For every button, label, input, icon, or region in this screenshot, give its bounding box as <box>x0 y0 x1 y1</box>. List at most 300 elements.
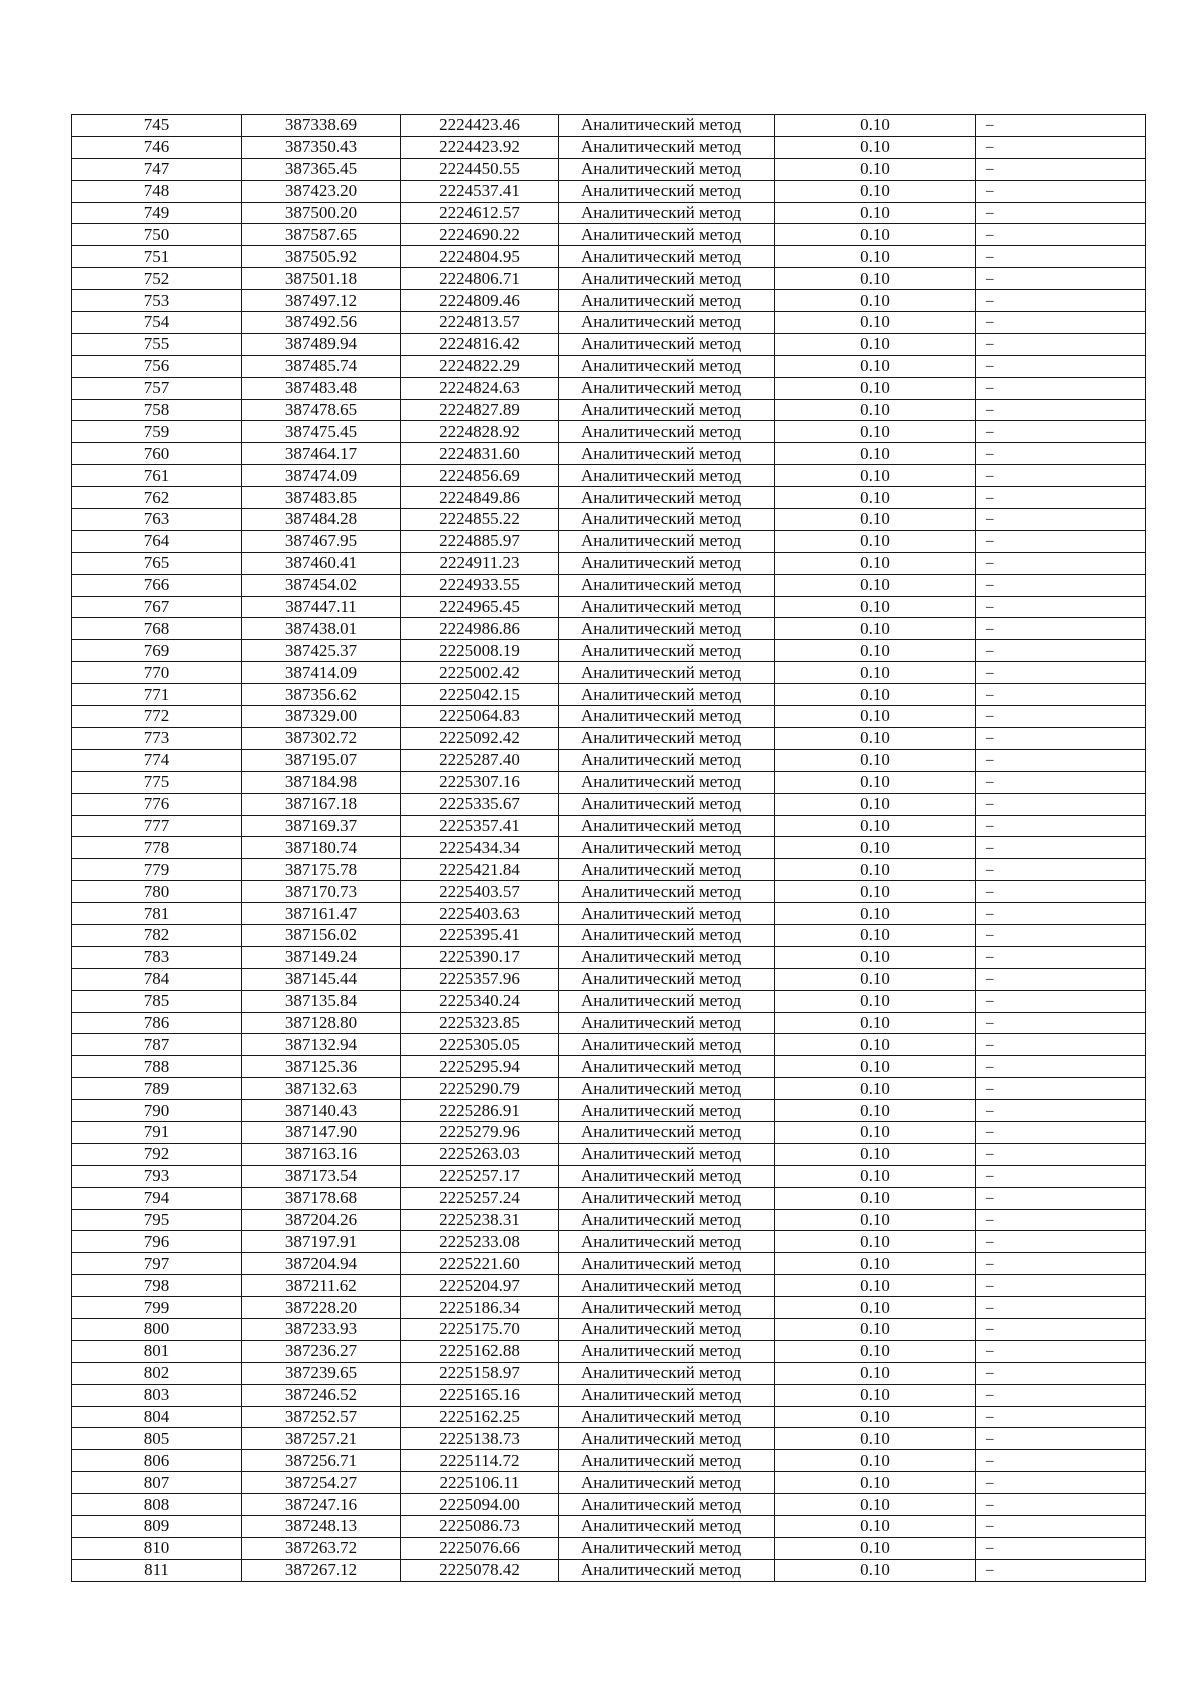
table-row <box>72 1297 1146 1319</box>
description-cell: – <box>976 1012 1146 1034</box>
x-coordinate-cell: 387447.11 <box>242 596 401 618</box>
y-coordinate-cell: 2225233.08 <box>401 1231 559 1253</box>
y-coordinate-cell: 2224933.55 <box>401 574 559 596</box>
point-number-cell: 775 <box>72 771 242 793</box>
table-row <box>72 158 1146 180</box>
point-number-cell: 776 <box>72 793 242 815</box>
precision-cell: 0.10 <box>775 1034 976 1056</box>
table-row <box>72 727 1146 749</box>
precision-cell: 0.10 <box>775 859 976 881</box>
table-row <box>72 290 1146 312</box>
method-cell: Аналитический метод <box>559 1209 775 1231</box>
description-cell: – <box>976 618 1146 640</box>
table-row <box>72 881 1146 903</box>
method-cell: Аналитический метод <box>559 1340 775 1362</box>
x-coordinate-cell: 387252.57 <box>242 1406 401 1428</box>
x-coordinate-cell: 387169.37 <box>242 815 401 837</box>
x-coordinate-cell: 387414.09 <box>242 662 401 684</box>
description-cell: – <box>976 312 1146 334</box>
method-cell: Аналитический метод <box>559 465 775 487</box>
x-coordinate-cell: 387587.65 <box>242 224 401 246</box>
point-number-cell: 798 <box>72 1275 242 1297</box>
method-cell: Аналитический метод <box>559 946 775 968</box>
precision-cell: 0.10 <box>775 618 976 640</box>
table-row <box>72 509 1146 531</box>
table-row <box>72 1406 1146 1428</box>
description-cell: – <box>976 1100 1146 1122</box>
point-number-cell: 777 <box>72 815 242 837</box>
y-coordinate-cell: 2225086.73 <box>401 1516 559 1538</box>
x-coordinate-cell: 387501.18 <box>242 268 401 290</box>
y-coordinate-cell: 2225257.24 <box>401 1187 559 1209</box>
table-row <box>72 115 1146 137</box>
table-row <box>72 1318 1146 1340</box>
description-cell: – <box>976 837 1146 859</box>
point-number-cell: 771 <box>72 684 242 706</box>
table-row <box>72 136 1146 158</box>
precision-cell: 0.10 <box>775 1143 976 1165</box>
point-number-cell: 755 <box>72 333 242 355</box>
description-cell: – <box>976 662 1146 684</box>
point-number-cell: 803 <box>72 1384 242 1406</box>
point-number-cell: 783 <box>72 946 242 968</box>
point-number-cell: 805 <box>72 1428 242 1450</box>
point-number-cell: 765 <box>72 552 242 574</box>
x-coordinate-cell: 387132.63 <box>242 1078 401 1100</box>
y-coordinate-cell: 2224809.46 <box>401 290 559 312</box>
method-cell: Аналитический метод <box>559 903 775 925</box>
y-coordinate-cell: 2225287.40 <box>401 749 559 771</box>
method-cell: Аналитический метод <box>559 509 775 531</box>
table-row <box>72 924 1146 946</box>
table-row <box>72 1428 1146 1450</box>
method-cell: Аналитический метод <box>559 1143 775 1165</box>
y-coordinate-cell: 2224423.92 <box>401 136 559 158</box>
point-number-cell: 802 <box>72 1362 242 1384</box>
y-coordinate-cell: 2225186.34 <box>401 1297 559 1319</box>
description-cell: – <box>976 727 1146 749</box>
method-cell: Аналитический метод <box>559 662 775 684</box>
x-coordinate-cell: 387505.92 <box>242 246 401 268</box>
x-coordinate-cell: 387211.62 <box>242 1275 401 1297</box>
coordinates-table-body <box>72 115 1146 1582</box>
table-row <box>72 640 1146 662</box>
y-coordinate-cell: 2224986.86 <box>401 618 559 640</box>
y-coordinate-cell: 2224855.22 <box>401 509 559 531</box>
description-cell: – <box>976 552 1146 574</box>
point-number-cell: 770 <box>72 662 242 684</box>
x-coordinate-cell: 387329.00 <box>242 706 401 728</box>
y-coordinate-cell: 2224612.57 <box>401 202 559 224</box>
precision-cell: 0.10 <box>775 1100 976 1122</box>
precision-cell: 0.10 <box>775 1056 976 1078</box>
table-row <box>72 1056 1146 1078</box>
description-cell: – <box>976 202 1146 224</box>
description-cell: – <box>976 1384 1146 1406</box>
point-number-cell: 790 <box>72 1100 242 1122</box>
precision-cell: 0.10 <box>775 1450 976 1472</box>
description-cell: – <box>976 115 1146 137</box>
precision-cell: 0.10 <box>775 946 976 968</box>
y-coordinate-cell: 2224816.42 <box>401 333 559 355</box>
point-number-cell: 752 <box>72 268 242 290</box>
precision-cell: 0.10 <box>775 509 976 531</box>
y-coordinate-cell: 2225357.41 <box>401 815 559 837</box>
point-number-cell: 778 <box>72 837 242 859</box>
y-coordinate-cell: 2224806.71 <box>401 268 559 290</box>
method-cell: Аналитический метод <box>559 990 775 1012</box>
table-row <box>72 1275 1146 1297</box>
y-coordinate-cell: 2225138.73 <box>401 1428 559 1450</box>
x-coordinate-cell: 387175.78 <box>242 859 401 881</box>
description-cell: – <box>976 1034 1146 1056</box>
y-coordinate-cell: 2224423.46 <box>401 115 559 137</box>
table-row <box>72 1472 1146 1494</box>
precision-cell: 0.10 <box>775 771 976 793</box>
description-cell: – <box>976 1121 1146 1143</box>
y-coordinate-cell: 2225390.17 <box>401 946 559 968</box>
point-number-cell: 753 <box>72 290 242 312</box>
x-coordinate-cell: 387170.73 <box>242 881 401 903</box>
precision-cell: 0.10 <box>775 990 976 1012</box>
precision-cell: 0.10 <box>775 903 976 925</box>
precision-cell: 0.10 <box>775 1275 976 1297</box>
description-cell: – <box>976 1428 1146 1450</box>
precision-cell: 0.10 <box>775 1078 976 1100</box>
precision-cell: 0.10 <box>775 290 976 312</box>
precision-cell: 0.10 <box>775 552 976 574</box>
x-coordinate-cell: 387256.71 <box>242 1450 401 1472</box>
table-row <box>72 1450 1146 1472</box>
table-row <box>72 530 1146 552</box>
precision-cell: 0.10 <box>775 1121 976 1143</box>
method-cell: Аналитический метод <box>559 1253 775 1275</box>
method-cell: Аналитический метод <box>559 771 775 793</box>
method-cell: Аналитический метод <box>559 224 775 246</box>
x-coordinate-cell: 387483.85 <box>242 487 401 509</box>
y-coordinate-cell: 2225165.16 <box>401 1384 559 1406</box>
table-row <box>72 421 1146 443</box>
method-cell: Аналитический метод <box>559 268 775 290</box>
x-coordinate-cell: 387149.24 <box>242 946 401 968</box>
table-row <box>72 596 1146 618</box>
x-coordinate-cell: 387350.43 <box>242 136 401 158</box>
y-coordinate-cell: 2224885.97 <box>401 530 559 552</box>
table-row <box>72 1143 1146 1165</box>
method-cell: Аналитический метод <box>559 1078 775 1100</box>
x-coordinate-cell: 387425.37 <box>242 640 401 662</box>
y-coordinate-cell: 2225238.31 <box>401 1209 559 1231</box>
y-coordinate-cell: 2224827.89 <box>401 399 559 421</box>
table-row <box>72 662 1146 684</box>
table-row <box>72 1165 1146 1187</box>
table-row <box>72 990 1146 1012</box>
point-number-cell: 789 <box>72 1078 242 1100</box>
point-number-cell: 809 <box>72 1516 242 1538</box>
precision-cell: 0.10 <box>775 1516 976 1538</box>
table-row <box>72 333 1146 355</box>
description-cell: – <box>976 903 1146 925</box>
y-coordinate-cell: 2225295.94 <box>401 1056 559 1078</box>
y-coordinate-cell: 2225042.15 <box>401 684 559 706</box>
table-row <box>72 487 1146 509</box>
method-cell: Аналитический метод <box>559 312 775 334</box>
y-coordinate-cell: 2225305.05 <box>401 1034 559 1056</box>
description-cell: – <box>976 136 1146 158</box>
precision-cell: 0.10 <box>775 662 976 684</box>
table-row <box>72 465 1146 487</box>
table-row <box>72 1121 1146 1143</box>
precision-cell: 0.10 <box>775 355 976 377</box>
table-row <box>72 1012 1146 1034</box>
precision-cell: 0.10 <box>775 1209 976 1231</box>
precision-cell: 0.10 <box>775 136 976 158</box>
description-cell: – <box>976 158 1146 180</box>
precision-cell: 0.10 <box>775 1472 976 1494</box>
x-coordinate-cell: 387254.27 <box>242 1472 401 1494</box>
table-row <box>72 1362 1146 1384</box>
table-row <box>72 224 1146 246</box>
description-cell: – <box>976 1559 1146 1581</box>
method-cell: Аналитический метод <box>559 421 775 443</box>
method-cell: Аналитический метод <box>559 115 775 137</box>
x-coordinate-cell: 387492.56 <box>242 312 401 334</box>
x-coordinate-cell: 387236.27 <box>242 1340 401 1362</box>
y-coordinate-cell: 2224822.29 <box>401 355 559 377</box>
x-coordinate-cell: 387500.20 <box>242 202 401 224</box>
x-coordinate-cell: 387233.93 <box>242 1318 401 1340</box>
table-row <box>72 1516 1146 1538</box>
x-coordinate-cell: 387140.43 <box>242 1100 401 1122</box>
description-cell: – <box>976 1078 1146 1100</box>
y-coordinate-cell: 2225279.96 <box>401 1121 559 1143</box>
y-coordinate-cell: 2225286.91 <box>401 1100 559 1122</box>
y-coordinate-cell: 2225162.25 <box>401 1406 559 1428</box>
method-cell: Аналитический метод <box>559 1362 775 1384</box>
x-coordinate-cell: 387267.12 <box>242 1559 401 1581</box>
table-row <box>72 246 1146 268</box>
coordinates-table <box>71 114 1146 1582</box>
description-cell: – <box>976 596 1146 618</box>
description-cell: – <box>976 1450 1146 1472</box>
description-cell: – <box>976 1340 1146 1362</box>
y-coordinate-cell: 2224856.69 <box>401 465 559 487</box>
y-coordinate-cell: 2225307.16 <box>401 771 559 793</box>
method-cell: Аналитический метод <box>559 136 775 158</box>
description-cell: – <box>976 1494 1146 1516</box>
description-cell: – <box>976 990 1146 1012</box>
precision-cell: 0.10 <box>775 1231 976 1253</box>
method-cell: Аналитический метод <box>559 815 775 837</box>
precision-cell: 0.10 <box>775 224 976 246</box>
point-number-cell: 745 <box>72 115 242 137</box>
point-number-cell: 750 <box>72 224 242 246</box>
x-coordinate-cell: 387145.44 <box>242 968 401 990</box>
description-cell: – <box>976 1472 1146 1494</box>
method-cell: Аналитический метод <box>559 1450 775 1472</box>
point-number-cell: 773 <box>72 727 242 749</box>
y-coordinate-cell: 2225162.88 <box>401 1340 559 1362</box>
method-cell: Аналитический метод <box>559 837 775 859</box>
point-number-cell: 807 <box>72 1472 242 1494</box>
y-coordinate-cell: 2224824.63 <box>401 377 559 399</box>
point-number-cell: 810 <box>72 1537 242 1559</box>
method-cell: Аналитический метод <box>559 1494 775 1516</box>
y-coordinate-cell: 2225395.41 <box>401 924 559 946</box>
y-coordinate-cell: 2225263.03 <box>401 1143 559 1165</box>
precision-cell: 0.10 <box>775 1537 976 1559</box>
description-cell: – <box>976 771 1146 793</box>
point-number-cell: 808 <box>72 1494 242 1516</box>
point-number-cell: 754 <box>72 312 242 334</box>
point-number-cell: 811 <box>72 1559 242 1581</box>
table-row <box>72 859 1146 881</box>
method-cell: Аналитический метод <box>559 355 775 377</box>
point-number-cell: 746 <box>72 136 242 158</box>
precision-cell: 0.10 <box>775 640 976 662</box>
table-row <box>72 968 1146 990</box>
precision-cell: 0.10 <box>775 749 976 771</box>
x-coordinate-cell: 387356.62 <box>242 684 401 706</box>
method-cell: Аналитический метод <box>559 180 775 202</box>
x-coordinate-cell: 387156.02 <box>242 924 401 946</box>
description-cell: – <box>976 1231 1146 1253</box>
table-row <box>72 1209 1146 1231</box>
table-row <box>72 771 1146 793</box>
point-number-cell: 774 <box>72 749 242 771</box>
method-cell: Аналитический метод <box>559 443 775 465</box>
method-cell: Аналитический метод <box>559 1121 775 1143</box>
x-coordinate-cell: 387460.41 <box>242 552 401 574</box>
x-coordinate-cell: 387135.84 <box>242 990 401 1012</box>
method-cell: Аналитический метод <box>559 1559 775 1581</box>
point-number-cell: 748 <box>72 180 242 202</box>
description-cell: – <box>976 968 1146 990</box>
x-coordinate-cell: 387161.47 <box>242 903 401 925</box>
x-coordinate-cell: 387125.36 <box>242 1056 401 1078</box>
description-cell: – <box>976 684 1146 706</box>
description-cell: – <box>976 355 1146 377</box>
precision-cell: 0.10 <box>775 246 976 268</box>
x-coordinate-cell: 387338.69 <box>242 115 401 137</box>
precision-cell: 0.10 <box>775 793 976 815</box>
precision-cell: 0.10 <box>775 1559 976 1581</box>
method-cell: Аналитический метод <box>559 1472 775 1494</box>
point-number-cell: 761 <box>72 465 242 487</box>
precision-cell: 0.10 <box>775 924 976 946</box>
description-cell: – <box>976 246 1146 268</box>
precision-cell: 0.10 <box>775 1362 976 1384</box>
method-cell: Аналитический метод <box>559 1318 775 1340</box>
method-cell: Аналитический метод <box>559 881 775 903</box>
table-row <box>72 377 1146 399</box>
description-cell: – <box>976 946 1146 968</box>
description-cell: – <box>976 487 1146 509</box>
precision-cell: 0.10 <box>775 1165 976 1187</box>
method-cell: Аналитический метод <box>559 158 775 180</box>
y-coordinate-cell: 2225421.84 <box>401 859 559 881</box>
x-coordinate-cell: 387128.80 <box>242 1012 401 1034</box>
point-number-cell: 788 <box>72 1056 242 1078</box>
table-row <box>72 1537 1146 1559</box>
description-cell: – <box>976 1275 1146 1297</box>
x-coordinate-cell: 387132.94 <box>242 1034 401 1056</box>
x-coordinate-cell: 387454.02 <box>242 574 401 596</box>
x-coordinate-cell: 387147.90 <box>242 1121 401 1143</box>
precision-cell: 0.10 <box>775 1384 976 1406</box>
precision-cell: 0.10 <box>775 574 976 596</box>
precision-cell: 0.10 <box>775 1187 976 1209</box>
point-number-cell: 785 <box>72 990 242 1012</box>
table-row <box>72 903 1146 925</box>
point-number-cell: 801 <box>72 1340 242 1362</box>
description-cell: – <box>976 1056 1146 1078</box>
description-cell: – <box>976 1165 1146 1187</box>
description-cell: – <box>976 421 1146 443</box>
description-cell: – <box>976 443 1146 465</box>
method-cell: Аналитический метод <box>559 1012 775 1034</box>
point-number-cell: 786 <box>72 1012 242 1034</box>
y-coordinate-cell: 2224828.92 <box>401 421 559 443</box>
table-row <box>72 1340 1146 1362</box>
y-coordinate-cell: 2225290.79 <box>401 1078 559 1100</box>
point-number-cell: 806 <box>72 1450 242 1472</box>
description-cell: – <box>976 640 1146 662</box>
point-number-cell: 764 <box>72 530 242 552</box>
description-cell: – <box>976 1537 1146 1559</box>
table-row <box>72 684 1146 706</box>
precision-cell: 0.10 <box>775 1428 976 1450</box>
table-row <box>72 1559 1146 1581</box>
precision-cell: 0.10 <box>775 1340 976 1362</box>
method-cell: Аналитический метод <box>559 640 775 662</box>
y-coordinate-cell: 2225094.00 <box>401 1494 559 1516</box>
x-coordinate-cell: 387239.65 <box>242 1362 401 1384</box>
y-coordinate-cell: 2225092.42 <box>401 727 559 749</box>
x-coordinate-cell: 387474.09 <box>242 465 401 487</box>
description-cell: – <box>976 399 1146 421</box>
method-cell: Аналитический метод <box>559 859 775 881</box>
method-cell: Аналитический метод <box>559 1384 775 1406</box>
point-number-cell: 768 <box>72 618 242 640</box>
method-cell: Аналитический метод <box>559 924 775 946</box>
table-row <box>72 815 1146 837</box>
point-number-cell: 751 <box>72 246 242 268</box>
x-coordinate-cell: 387464.17 <box>242 443 401 465</box>
method-cell: Аналитический метод <box>559 596 775 618</box>
table-row <box>72 618 1146 640</box>
description-cell: – <box>976 924 1146 946</box>
x-coordinate-cell: 387184.98 <box>242 771 401 793</box>
precision-cell: 0.10 <box>775 1406 976 1428</box>
table-row <box>72 1231 1146 1253</box>
table-row <box>72 1034 1146 1056</box>
description-cell: – <box>976 706 1146 728</box>
precision-cell: 0.10 <box>775 706 976 728</box>
point-number-cell: 797 <box>72 1253 242 1275</box>
description-cell: – <box>976 180 1146 202</box>
point-number-cell: 769 <box>72 640 242 662</box>
x-coordinate-cell: 387263.72 <box>242 1537 401 1559</box>
method-cell: Аналитический метод <box>559 1537 775 1559</box>
description-cell: – <box>976 333 1146 355</box>
table-row <box>72 1494 1146 1516</box>
table-row <box>72 1100 1146 1122</box>
y-coordinate-cell: 2224537.41 <box>401 180 559 202</box>
point-number-cell: 763 <box>72 509 242 531</box>
table-row <box>72 180 1146 202</box>
point-number-cell: 747 <box>72 158 242 180</box>
